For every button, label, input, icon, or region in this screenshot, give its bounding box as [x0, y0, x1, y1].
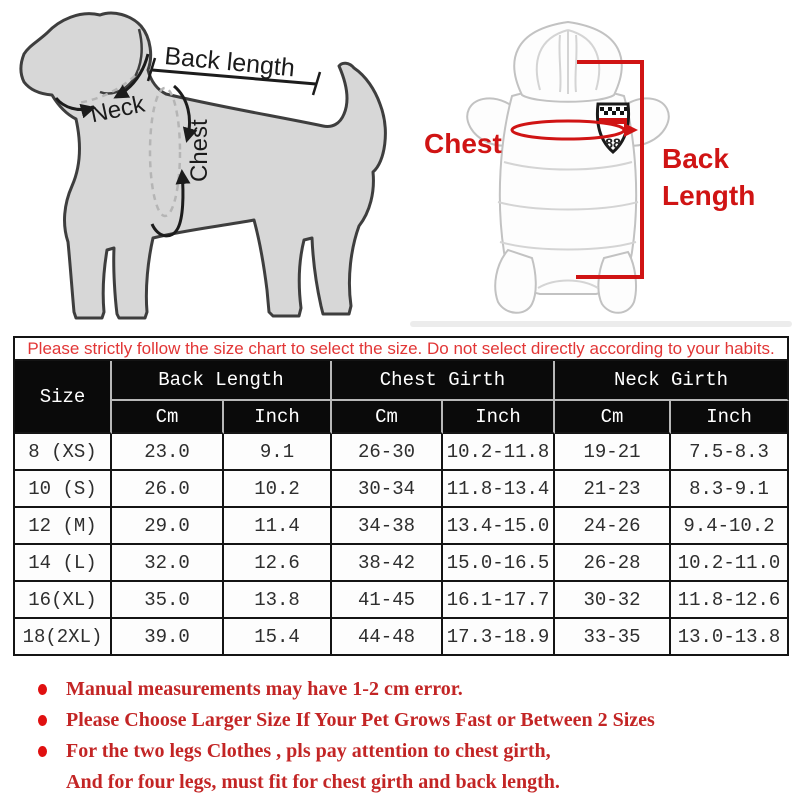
value-cell: 19-21 [555, 434, 671, 471]
column-header-size: Size [15, 361, 112, 434]
table-row [15, 619, 789, 656]
bullet-icon [38, 715, 47, 726]
value-cell: 26-30 [332, 434, 443, 471]
note-line [28, 678, 772, 701]
note-text: For the two legs Clothes , pls pay attention to chest girth, [66, 740, 551, 762]
value-cell: 38-42 [332, 545, 443, 582]
value-cell: 41-45 [332, 582, 443, 619]
dog-chest-label: Chest [186, 119, 213, 182]
dog-measurement-diagram [0, 0, 400, 332]
value-cell: 23.0 [112, 434, 224, 471]
unit-header-inch: Inch [671, 401, 789, 434]
value-cell: 32.0 [112, 545, 224, 582]
size-cell: 10 (S) [15, 471, 112, 508]
size-cell: 14 (L) [15, 545, 112, 582]
note-text: Manual measurements may have 1-2 cm error. [66, 678, 463, 700]
measurement-diagram-area [0, 0, 800, 332]
value-cell: 10.2-11.8 [443, 434, 555, 471]
value-cell: 30-32 [555, 582, 671, 619]
photo-edge-shadow [410, 321, 792, 327]
value-cell: 11.8-13.4 [443, 471, 555, 508]
value-cell: 35.0 [112, 582, 224, 619]
size-table [13, 336, 789, 656]
bullet-icon [38, 684, 47, 695]
size-cell: 12 (M) [15, 508, 112, 545]
garment-back-length-line2: Length [662, 180, 756, 211]
column-header-chest-girth: Chest Girth [332, 361, 555, 401]
value-cell: 17.3-18.9 [443, 619, 555, 656]
notes-section [28, 678, 772, 802]
unit-header-inch: Inch [443, 401, 555, 434]
value-cell: 11.4 [224, 508, 332, 545]
unit-header-cm: Cm [112, 401, 224, 434]
size-cell: 8 (XS) [15, 434, 112, 471]
garment-measurement-diagram [400, 0, 800, 332]
note-line [28, 771, 772, 794]
value-cell: 9.1 [224, 434, 332, 471]
unit-header-inch: Inch [224, 401, 332, 434]
notice-row [15, 338, 789, 361]
unit-header-cm: Cm [332, 401, 443, 434]
column-header-neck-girth: Neck Girth [555, 361, 789, 401]
value-cell: 26.0 [112, 471, 224, 508]
garment-chest-label: Chest [424, 128, 502, 159]
garment-back-length-line1: Back [662, 143, 729, 174]
note-text: And for four legs, must fit for chest girth and back length. [66, 771, 560, 793]
value-cell: 13.8 [224, 582, 332, 619]
size-cell: 18(2XL) [15, 619, 112, 656]
value-cell: 16.1-17.7 [443, 582, 555, 619]
dog-neck-label: Neck [88, 90, 148, 129]
garment-back-length-label [662, 140, 755, 214]
value-cell: 13.0-13.8 [671, 619, 789, 656]
value-cell: 30-34 [332, 471, 443, 508]
badge-number: 88 [605, 135, 621, 151]
value-cell: 7.5-8.3 [671, 434, 789, 471]
size-chart-notice: Please strictly follow the size chart to select the size. Do not select directly according to your habits. [15, 338, 789, 361]
group-header-row [15, 361, 789, 401]
value-cell: 15.0-16.5 [443, 545, 555, 582]
column-header-back-length: Back Length [112, 361, 332, 401]
table-row [15, 508, 789, 545]
value-cell: 10.2-11.0 [671, 545, 789, 582]
value-cell: 15.4 [224, 619, 332, 656]
value-cell: 33-35 [555, 619, 671, 656]
note-line [28, 709, 772, 732]
size-cell: 16(XL) [15, 582, 112, 619]
value-cell: 24-26 [555, 508, 671, 545]
value-cell: 13.4-15.0 [443, 508, 555, 545]
unit-header-row [15, 401, 789, 434]
value-cell: 8.3-9.1 [671, 471, 789, 508]
value-cell: 29.0 [112, 508, 224, 545]
table-row [15, 434, 789, 471]
value-cell: 44-48 [332, 619, 443, 656]
note-line [28, 740, 772, 763]
bullet-icon [38, 746, 47, 757]
value-cell: 11.8-12.6 [671, 582, 789, 619]
table-row [15, 545, 789, 582]
value-cell: 21-23 [555, 471, 671, 508]
note-text: Please Choose Larger Size If Your Pet Grows Fast or Between 2 Sizes [66, 709, 655, 731]
value-cell: 39.0 [112, 619, 224, 656]
unit-header-cm: Cm [555, 401, 671, 434]
value-cell: 9.4-10.2 [671, 508, 789, 545]
value-cell: 34-38 [332, 508, 443, 545]
table-row [15, 582, 789, 619]
value-cell: 26-28 [555, 545, 671, 582]
value-cell: 12.6 [224, 545, 332, 582]
value-cell: 10.2 [224, 471, 332, 508]
dog-back-length-label: Back length [163, 42, 297, 83]
table-row [15, 471, 789, 508]
